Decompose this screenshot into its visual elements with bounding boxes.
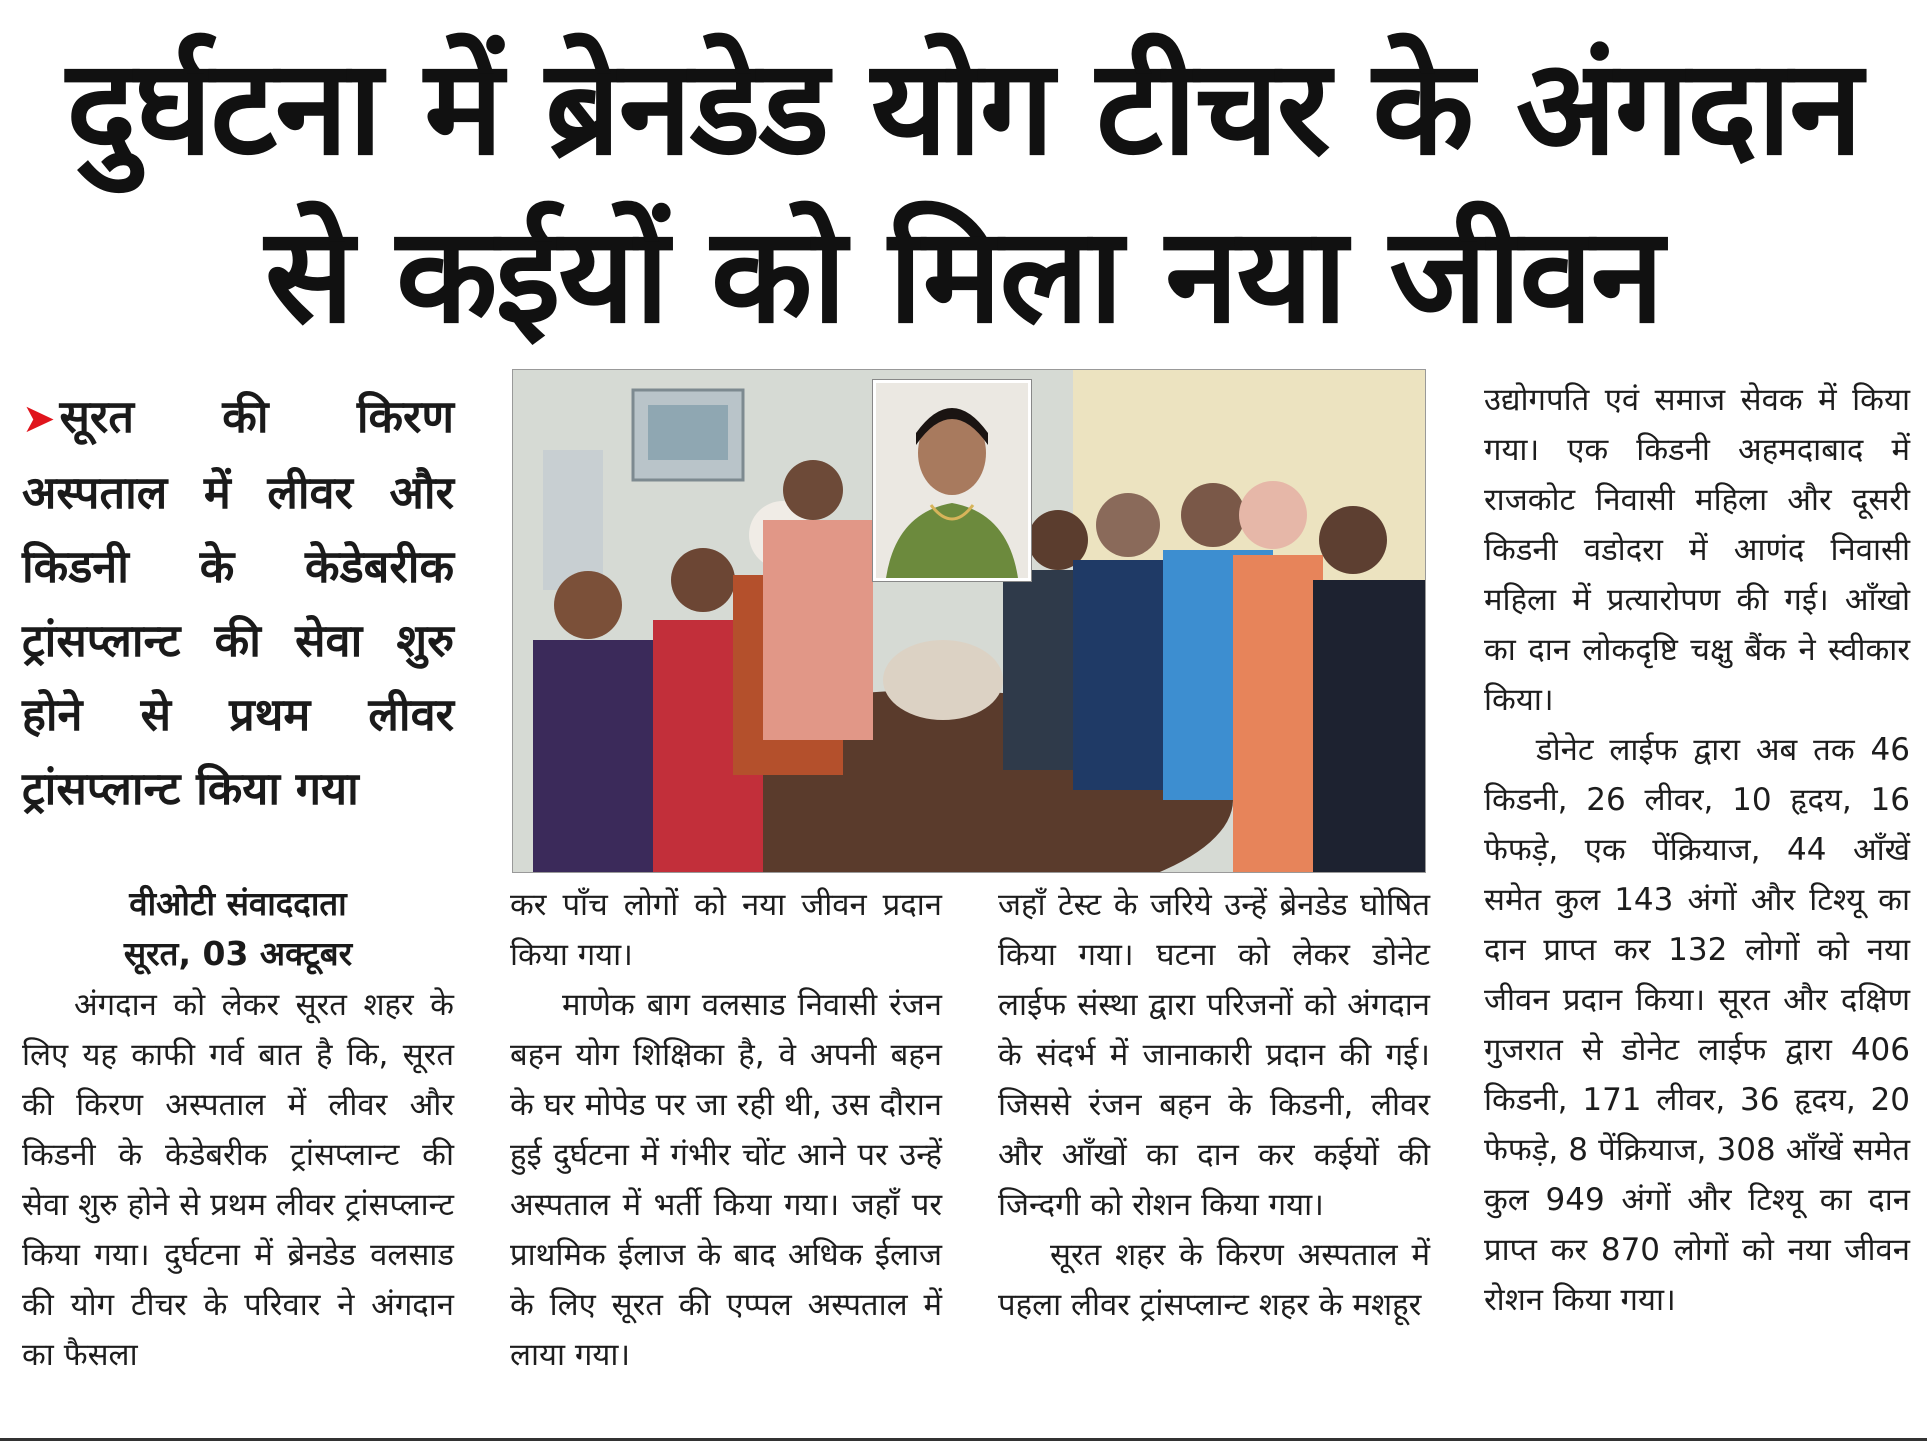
paragraph: कर पाँच लोगों को नया जीवन प्रदान किया गया। bbox=[510, 887, 942, 973]
article-column-2 bbox=[510, 880, 942, 1380]
portrait-illustration bbox=[876, 383, 1028, 578]
paragraph: अंगदान को लेकर सूरत शहर के लिए यह काफी गर्व बात है कि, सूरत की किरण अस्पताल में लीवर और किडनी के केडेबरीक ट्रांसप्लान्ट की सेवा शुरु होने से प्रथम लीवर ट्रांसप्लान्ट किया गया। दुर्घटना में ब्रेनडेड वलसाड की योग टीचर के परिवार ने अंगदान का फैसला bbox=[22, 987, 454, 1373]
article-column-4 bbox=[1484, 375, 1910, 1325]
paragraph: सूरत शहर के किरण अस्पताल में पहला लीवर ट्रांसप्लान्ट शहर के मशहूर bbox=[998, 1237, 1430, 1323]
paragraph: जहाँ टेस्ट के जरिये उन्हें ब्रेनडेड घोषित किया गया। घटना को लेकर डोनेट लाईफ संस्था द्वारा परिजनों को अंगदान के संदर्भ में जानाकारी प्रदान की गई। जिससे रंजन बहन के किडनी, लीवर और आँखों का दान कर कईयों की जिन्दगी को रोशन किया गया। bbox=[998, 887, 1430, 1223]
bottom-divider bbox=[0, 1438, 1927, 1441]
paragraph: उद्योगपति एवं समाज सेवक में किया गया। एक किडनी अहमदाबाद में राजकोट निवासी महिला और दूसरी किडनी वडोदरा में आणंद निवासी महिला में प्रत्यारोपण की गई। आँखो का दान लोकदृष्टि चक्षु बैंक ने स्वीकार किया। bbox=[1484, 382, 1910, 718]
byline-dateline: सूरत, 03 अक्टूबर bbox=[123, 934, 353, 973]
article-column-3 bbox=[998, 880, 1430, 1330]
kicker-text: सूरत की किरण अस्पताल में लीवर और किडनी के केडेबरीक ट्रांसप्लान्ट की सेवा शुरु होने से प्रथम लीवर ट्रांसप्लान्ट किया गया bbox=[22, 390, 454, 815]
headline-line-2: से कईयों को मिला नया जीवन bbox=[264, 199, 1663, 353]
paragraph: डोनेट लाईफ द्वारा अब तक 46 किडनी, 26 लीवर, 10 हृदय, 16 फेफड़े, एक पेंक्रियाज, 44 आँखें समेत कुल 143 अंगों और टिश्यू का दान प्राप्त कर 132 लोगों को नया जीवन प्रदान किया। सूरत और दक्षिण गुजरात से डोनेट लाईफ द्वारा 406 किडनी, 171 लीवर, 36 हृदय, 20 फेफड़े, 8 पेंक्रियाज, 308 आँखें समेत कुल 949 अंगों और टिश्यू का दान प्राप्त कर 870 लोगों को नया जीवन रोशन किया गया। bbox=[1484, 732, 1910, 1318]
byline-reporter: वीओटी संवाददाता bbox=[129, 884, 347, 923]
article-column-1 bbox=[22, 980, 454, 1380]
kicker-summary bbox=[22, 380, 454, 826]
paragraph: माणेक बाग वलसाड निवासी रंजन बहन योग शिक्षिका है, वे अपनी बहन के घर मोपेड पर जा रही थी, उस दौरान हुई दुर्घटना में गंभीर चोंट आने पर उन्हें अस्पताल में भर्ती किया गया। जहाँ पर प्राथमिक ईलाज के बाद अधिक ईलाज के लिए सूरत की एप्पल अस्पताल में लाया गया। bbox=[510, 987, 942, 1373]
headline-line-1: दुर्घटना में ब्रेनडेड योग टीचर के अंगदान bbox=[66, 31, 1861, 185]
news-photo bbox=[512, 369, 1426, 873]
bullet-arrow-icon: ➤ bbox=[22, 396, 56, 442]
portrait-photo bbox=[873, 380, 1031, 581]
